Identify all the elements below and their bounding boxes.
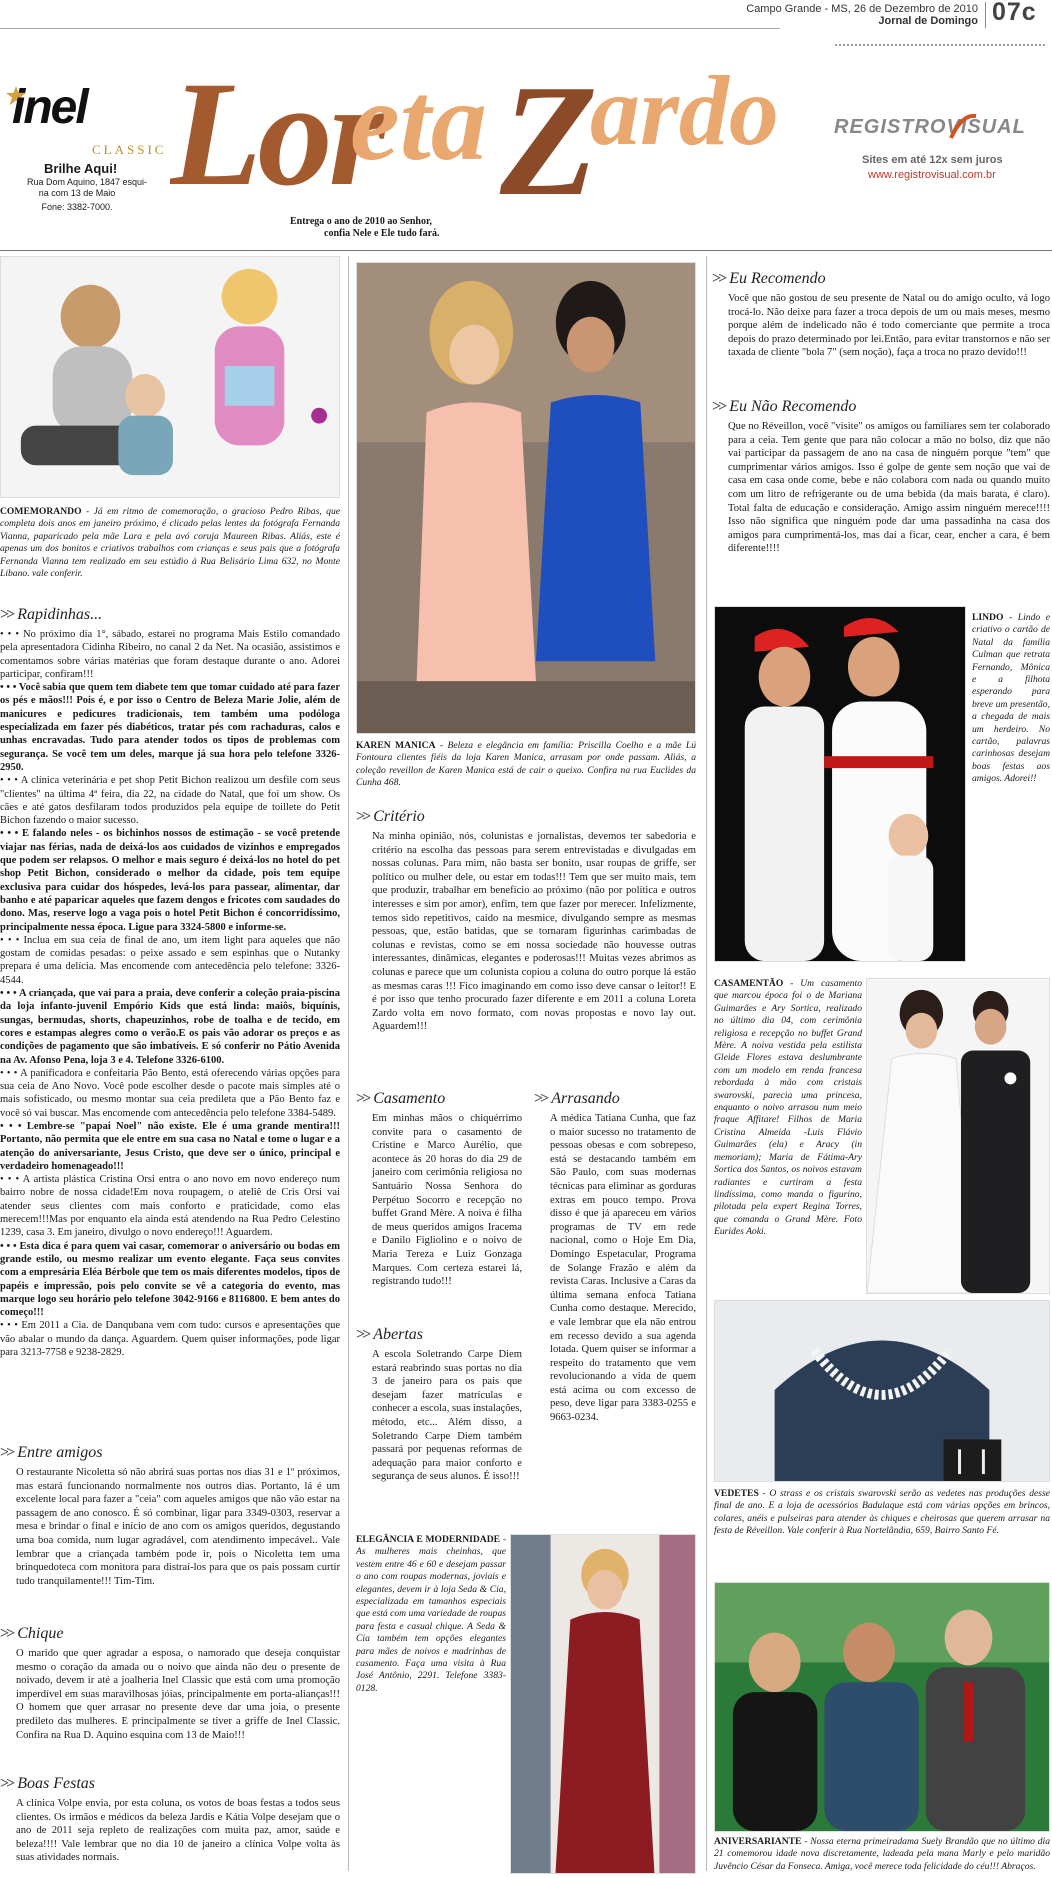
- aniversariante-photo: [714, 1582, 1050, 1832]
- rapidinha-8: • • • Lembre-se "papai Noel" não existe. Ele é uma grande mentira!!! Portanto, não permita que ele entre em sua casa no Natal e tome o lugar e a atenção do aniversariante, Jesus Cristo, que deve ser o único, principal e verdadeiro homenageado!!!: [0, 1120, 340, 1172]
- inel-sub: CLASSIC: [92, 142, 167, 157]
- criterio-text: Na minha opinião, nós, colunistas e jornalistas, devemos ter sabedoria e critério na escolha das pessoas para serem entrevistadas e divulgadas em nossas colunas. Para mim, não basta ser bonito, usar roupas de griffe, ser político ou mulher dele, ou estar em todas!!! Tem que ser muito mais, tem que produzir, trabalhar em benefício ao próximo (não por política e outros interesses e sim por amor), enfim, tem que fazer por merecer. Infelizmente, temos sido repetitivos, caído na mesmice, divulgando sempre as mesmas pessoas, que, estão batidas, que se tornaram figurinhas carimbadas de colunas e revistas, como se em nossa sociedade não houvesse outras interessantes, dinâmicas, elegantes e poderosas!!! Muitas vezes abrimos as colunas e parece que um colunista copiou a coluna do outro porque lá estão as mesmas caras !!! Fico imaginando em como isso deve cansar o leitor!! E é por isso que tenho procurado fazer diferente e em 2011 a coluna Loreta Zardo volta em novo formato, com novas propostas e novo lay out. Aguardem!!!: [372, 831, 696, 1033]
- entre-amigos-text: O restaurante Nicoletta só não abrirá suas portas nos dias 31 e 1º próximos, mas estará funcionando normalmente nos outros dias. Portanto, lá é um excelente local para fazer a "ceia" com aqueles amigos que não vão estar na passagem de ano conosco. É só combinar, ligar para 3349-0303, reservar a mesa e brindar o final e início de ano com os amigos queridos, degustando uma boa comida, num lugar agradável, com atendimento impecável.. Vale lembrar que a criançada também pode ir, pois o Nicoletta tem uma brinquedoteca com monitora para distraí-los para que os pais possam curtir tudo tranquilamente!!! Tim-Tim.: [16, 1467, 340, 1587]
- casamentao-caption: CASAMENTÃO - Um casamento que marcou época foi o de Mariana Guimarães e Ary Sortica, realizado no último dia 04, com cerimônia religiosa e recepção no buffet Grand Mère. A noiva vestida pela estilista Gleide Flores estava deslumbrante com um modelo em renda francesa rebordada à mão com cristais swarovski, parecia uma princesa, enquanto o noivo arrasou num meio fraque Affitare! Filhos de Maria Cristina Almeida -Luis Flávio Guimarães (ela) e Aracy (in memoriam); Maria de Fátima-Ary Sortica dos Santos, os noivos estavam radiantes e curtiram a festa lindíssima, como manda o figurino, pilotada pela expert Regina Torres, que comanda o Grand Mère. Foto Eurides Aoki.: [714, 978, 862, 1238]
- criterio-heading: >> Critério: [356, 808, 425, 825]
- registro-line1: Sites em até 12x sem juros: [862, 154, 1003, 166]
- svg-text:Z: Z: [500, 51, 598, 224]
- inel-ad[interactable]: [4, 81, 167, 222]
- casamento-text: Em minhas mãos o chiquérrimo convite para o casamento de Cristine e Marco Aurélio, que acontece às 20 horas do dia 29 de janeiro com cerimônia religiosa no Santuário Nossa Senhora do Perpétuo Socorro e recepção no buffet Grand Mère. A noiva é filha de meus queridos amigos Iracema e Danilo Figliolino e o noivo de Maria Tereza e Luiz Gonzaga Marques. Com certeza estarei lá, registrando tudo!!!: [372, 1113, 522, 1288]
- comemorando-caption: COMEMORANDO - Já em ritmo de comemoração, o gracioso Pedro Ribas, que completa dois anos em janeiro próximo, é clicado pelas lentes da fotógrafa Fernanda Vianna, paparicado pela mãe Lara e pela avó coruja Maureen Ribas. Aliás, este é apenas um dos bonitos e criativos trabalhos com crianças e seus pais que a fotógrafa Fernanda Vianna tem realizado em seu estúdio à Rua Belisário Lima 632, no Monte Líbano. vale conferir.: [0, 506, 340, 580]
- tagline-2: confia Nele e Ele tudo fará.: [324, 228, 440, 239]
- rapidinha-5: • • • Inclua em sua ceia de final de ano, um item light para aqueles que não gostam de comidas pesadas: o peixe assado e sem espinhas que o Nutanky prepara é uma delícia. Mas encomende com antecedência pelo telefone: 3326-4544.: [0, 934, 340, 986]
- elegancia-photo: [510, 1534, 696, 1874]
- rapidinha-9: • • • A artista plástica Cristina Orsi entra o ano novo em novo endereço num bairro nobre de nossa cidade!Em nova roupagem, o ateliê de Cris Orsi vai atender seus clientes com mais conforto e praticidade, como elas merecem!!!Mas por enquanto ela ainda está atendendo na Rua Pedro Celestino 1239, casa 3. Em janeiro, divulgo o novo endereço!!! Aguardem.: [0, 1174, 340, 1239]
- rapidinha-7: • • • A panificadora e confeitaria Pão Bento, está oferecendo várias opções para sua ceia de Ano Novo. Você pode escolher desde o pacote mais simples até o mais sofisticado, ou mesmo montar sua ceia predileta que a Pão Bento faz e você só vai buscar. Mas encomende com antecedência pelo telefone 3384-5489.: [0, 1067, 340, 1119]
- registro-logo: REGISTROVISUAL: [834, 116, 1026, 138]
- elegancia-caption: ELEGÂNCIA E MODERNIDADE - As mulheres mais cheinhas, que vestem entre 46 e 60 e desejam passar o ano com roupas modernas, joviais e elegantes, devem ir à loja Seda & Cia, especializada em tamanhos especiais que está com uma variedade de roupas para festa e casual chique. A Seda & Cia também tem opções elegantes para mães de noivos e madrinhas de casamento. Faça uma visita à Rua José Antônio, 2291. Telefone 3383-0128.: [356, 1534, 507, 1694]
- karen-manica-caption: KAREN MANICA - Beleza e elegância em família: Priscilla Coelho e a mãe Lú Fontoura clientes fiéis da loja Karen Manica, arrasam por onde passam. Aliás, a coleção reveillon de Karen Manica está de cair o queixo. Confira na rua Euclides da Cunha 468.: [356, 740, 697, 789]
- inel-headline: Brilhe Aqui!: [44, 161, 118, 176]
- karen-manica-photo: [356, 262, 696, 734]
- eu-recomendo-heading: >> Eu Recomendo: [712, 270, 826, 287]
- rapidinha-6: • • • A criançada, que vai para a praia, deve conferir a coleção praia-piscina da loja infanto-juvenil Empório Kids que está linda: maiôs, biquínis, sungas, bermudas, shorts, chapeuzinhos, robe de toalha e de tecido, em cores e estampas alegres como o verão.E os pais vão adorar os preços e as condições de pagamento que são imbatíveis. E só conferir no Pátio Avenida na Av. Afonso Pena, loja 3 e 4. Telefone 3326-6100.: [0, 988, 340, 1066]
- svg-text:Lor: Lor: [170, 51, 383, 217]
- inel-logo: inel: [12, 81, 87, 134]
- arrasando-text: A médica Tatiana Cunha, que faz o maior sucesso no tratamento de pessoas obesas e com sobrepeso, está se destacando também em São Paulo, com suas modernas técnicas para eliminar as gorduras extras em pouco tempo. Prova disso é que já apareceu em vários programas de TV em rede nacional, como o Hoje Em Dia, Domingo Espetacular, Programa de Solange Frazão e além da revista Caras. Inclusive a Caras da última semana enfoca Tatiana Cunha como destaque. Merecido, e vale lembrar que ela não entrou em recesso devido a sua agenda lotada. Quem quiser se informar a respeito do tratamento que vem revolucionando a vida de quem está acima ou com excesso de peso, deve ligar para 3383-0255 e 9663-0234.: [550, 1113, 696, 1424]
- rapidinha-11: • • • Em 2011 a Cia. de Danqubana vem com tudo: cursos e apresentações que vão abalar o mundo da dança. Aguardem. Quem quiser informações, pode ligar para 3213-7758 e 9238-2829.: [0, 1320, 340, 1359]
- dateline: Campo Grande - MS, 26 de Dezembro de 2010: [746, 3, 978, 15]
- arrasando-heading: >> Arrasando: [534, 1090, 620, 1107]
- registro-url[interactable]: www.registrovisual.com.br: [868, 169, 996, 181]
- rapidinhas-text: [0, 628, 340, 1359]
- inel-line3: Fone: 3382-7000.: [41, 202, 113, 212]
- boas-festas-heading: >> Boas Festas: [0, 1775, 96, 1792]
- chique-text: O marido que quer agradar a esposa, o namorado que deseja conquistar mesmo o coração da amada ou o noivo que ainda não deu o presente de noivado, devem ir até a joalheria Inel Classic que está com uma promoção imperdível em suas maravilhosas jóias, principalmente em porta-alianças!!! O homem que quer arrasar no presente deve dar uma joia, o presente predileto das mulheres. E principalmente se tiver a griffe de Inel Classic. Confira na Rua D. Aquino esquina com 13 de Maio!!!: [16, 1648, 340, 1741]
- vedetes-photo: [714, 1300, 1050, 1482]
- rapidinha-4: • • • E falando neles - os bichinhos nossos de estimação - se você pretende viajar nas férias, nada de deixá-los aos cuidados de vizinhos e empregados que podem ser relapsos. O melhor e mais seguro é deixá-los no hotel do pet shop Petit Bichon, considerado o melhor da cidade, pois tem equipe exclusiva para cuidar dos hóspedes, levá-los para passear, alimentar, dar banho e até paparicar aqueles que fazem dengos e fricotes com saudades do dono. Mas, reserve logo a vaga pois o hotel Petit Bichon é concorridíssimo, principalmente nessa época. Ligue para 3324-5800 e informe-se.: [0, 828, 340, 933]
- casamentao-photo: [866, 978, 1050, 1294]
- paper-name: Jornal de Domingo: [878, 15, 978, 27]
- rapidinhas-heading: >> Rapidinhas...: [0, 606, 103, 623]
- eu-nao-recomendo-heading: >> Eu Não Recomendo: [712, 398, 857, 415]
- eu-recomendo-text: Você que não gostou de seu presente de Natal ou do amigo oculto, vá logo trocá-lo. Não deixe para fazer a troca depois de um ou mais meses, mesmo porque além de indelicado não é todo comerciante que permite a troca depois do prazo determinado por lei.Então, para evitar transtornos e não ser taxada de cliente "bola 7" (sem noção), faça a troca no prazo devido!!!: [728, 293, 1050, 359]
- eu-nao-recomendo-text: Que no Réveillon, você "visite" os amigos ou familiares sem ter colaborado para a ceia. Tem gente que para não colocar a mão no bolso, diz que não vai participar da passagem de ano na casa de ninguém porque "tem" que cumprimentar vários amigos. Isso é golpe de gente sem noção que vai de casa em casa onde come, bebe e não colabora com nada ou quando muito com um litro de refrigerante ou de uma bebida (da mais barata, é claro). Total falta de educação e consideração. Amigo assim ninguém merece!!!! Isso não significa que ninguém pode dar uma passadinha na casa dos amigos para cumprimentá-los, mas daí a ficar, cear, encher a cara, é bem diferente!!!!: [728, 421, 1050, 555]
- chique-heading: >> Chique: [0, 1625, 64, 1642]
- rapidinha-2: • • • Você sabia que quem tem diabete tem que tomar cuidado até para fazer os pés e mãos!!! Pois é, e por isso o Centro de Beleza Marie Jolie, além de manicures e pedicures tradicionais, tem também uma podóloga especializada em fazer pés diabéticos, tratar pés com rachaduras, calos e unhas encravadas. Tudo para atender todos os tipos de problemas com segurança. Se você tem um deles, marque já sua hora pelo telefone 3326-2950.: [0, 682, 340, 773]
- rapidinha-10: • • • Esta dica é para quem vai casar, comemorar o aniversário ou bodas em grande estilo, ou mesmo realizar um evento elegante. Faça seus convites com a empresária Eléa Bérbole que tem os mais diferentes modelos, tipos de papéis e impressão, pois pelo convite se vê a categoria do evento, mas marque logo seu horário pelo telefone 3042-9166 e 8116800. E bem antes do começo!!!: [0, 1240, 340, 1319]
- inel-line1: Rua Dom Aquino, 1847 esqui-: [26, 177, 148, 187]
- dotted-rule: [835, 44, 1045, 46]
- abertas-heading: >> Abertas: [356, 1326, 424, 1343]
- boas-festas-text: A clínica Volpe envia, por esta coluna, os votos de boas festas a todos seus clientes. Os irmãos e médicos da beleza Jardis e Kátia Volpe desejam que o ano de 2011 seja repleto de realizações com muita paz, amor, saúde e beleza!!!! Vale lembrar que no dia 10 de janeiro a clínica Volpe volta às suas atividades normais.: [16, 1798, 340, 1864]
- column-title-art: [170, 34, 800, 224]
- abertas-text: A escola Soletrando Carpe Diem estará reabrindo suas portas no dia 3 de janeiro para os pais que desejam fazer matrículas e conhecer a escola, suas instalações, método, etc... Além disso, a Soletrando Carpe Diem também passará por pequenas reformas de adequação para maior conforto e segurança de seus alunos. É isso!!!: [372, 1349, 523, 1483]
- vedetes-caption: VEDETES - O strass e os cristais swarovski serão as vedetes nas produções desse final de ano. E a loja de acessórios Badulaque está com várias opções em brincos, colares, anéis e pulseiras para atender às chiques e cheirosas que querem arrasar na festa de Réveillon. Vale conferir à Rua Nortelândia, 659, Bairro Santo Fé.: [714, 1488, 1050, 1537]
- svg-text:eta: eta: [350, 60, 487, 184]
- page-number: 07c: [992, 0, 1037, 26]
- registro-swoosh-icon: [948, 112, 978, 142]
- svg-text:ardo: ardo: [590, 55, 779, 166]
- comemorando-photo: [0, 256, 340, 498]
- inel-line2: na com 13 de Maio: [38, 188, 116, 198]
- aniversariante-caption: ANIVERSARIANTE - Nossa eterna primeiradama Suely Brandão que no último dia 21 comemorou idade nova discretamente, ladeada pela mana Marly e pelo maridão Juvêncio César da Fonseca. Amiga, você merece toda felicidade do céu!!! Abraços.: [714, 1836, 1050, 1872]
- tagline-1: Entrega o ano de 2010 ao Senhor,: [290, 216, 432, 227]
- rapidinha-3: • • • A clínica veterinária e pet shop Petit Bichon realizou um desfile com seus "clientes" na última 4ª feira, dia 22, na cidade do Natal, que foi um show. Os cães e até gatos desfilaram todos produzidos pela equipe de toillete do Petit Bichon fazendo o maior sucesso.: [0, 775, 340, 827]
- registro-visual-ad[interactable]: [830, 112, 1050, 192]
- rapidinha-1: • • • No próximo dia 1°, sábado, estarei no programa Mais Estilo comandado pela apresentadora Cidinha Ribeiro, no canal 2 da Net. Na ocasião, assistimos e comentamos sobre várias matérias que foram destaque durante o ano. Adorei participar, confiram!!!: [0, 629, 340, 680]
- lindo-caption: LINDO - Lindo e criativo o cartão de Natal da família Culman que retrata Fernando, Mônica e a filhota esperando para breve um presentão, a chegada de mais um herdeiro. No cartão, palavras carinhosas desejam boas festas aos amigos. Adorei!!: [972, 612, 1050, 785]
- entre-amigos-heading: >> Entre amigos: [0, 1444, 103, 1461]
- lindo-photo: [714, 606, 966, 962]
- casamento-heading: >> Casamento: [356, 1090, 446, 1107]
